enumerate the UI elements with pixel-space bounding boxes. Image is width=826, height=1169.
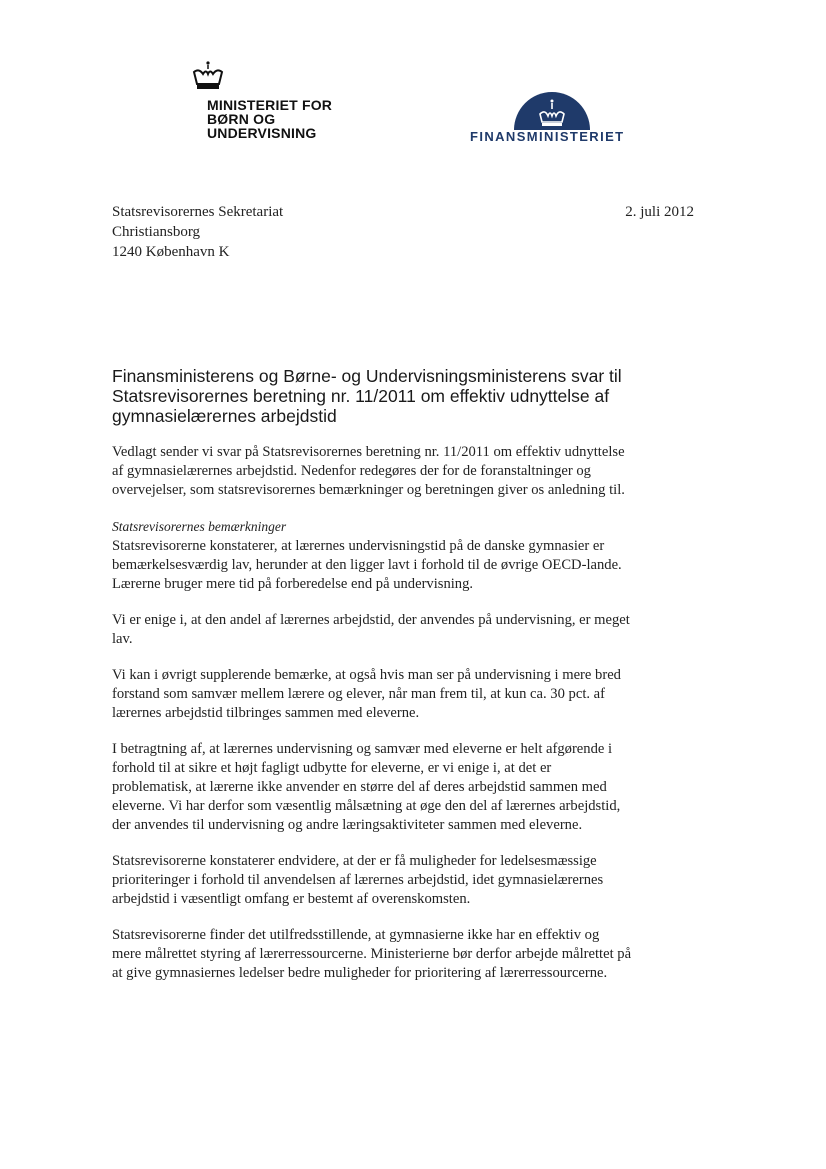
section-first-block	[112, 517, 632, 594]
letter-title: Finansministerens og Børne- og Undervisningsministerens svar til Statsrevisorernes beretning nr. 11/2011 om effektiv udnyttelse af gymnasielærernes arbejdstid	[112, 366, 622, 426]
address-line: Statsrevisorernes Sekretariat	[112, 204, 284, 220]
body-paragraph: Vi kan i øvrigt supplerende bemærke, at også hvis man ser på undervisning i mere bred forstand som samvær mellem lærere og elever, når man frem til, at kun ca. 30 pct. af lærernes arbejdstid tilbringes sammen med eleverne.	[112, 667, 621, 721]
intro-paragraph: Vedlagt sender vi svar på Statsrevisorernes beretning nr. 11/2011 om effektiv udnyttelse af gymnasielærernes arbejdstid. Nedenfor redegøres der for de foranstaltninger og overvejelser, som statsrevisorernes bemærkninger og beretningen giver os anledning til.	[112, 444, 625, 498]
section-first-paragraph: Statsrevisorerne konstaterer, at lærernes undervisningstid på de danske gymnasier er bemærkelsesværdig lav, herunder at den ligger lavt i forhold til de øvrige OECD-lande. Lærerne bruger mere tid på forberedelse end på undervisning.	[112, 538, 622, 592]
crown-dome-icon	[512, 92, 592, 132]
ministry-name-line: UNDERVISNING	[207, 125, 317, 141]
body-paragraph: Statsrevisorerne konstaterer endvidere, at der er få muligheder for ledelsesmæssige prioriteringer i forhold til anvendelsen af lærernes arbejdstid, idet gymnasielærernes arbejdstid i væsentligt omfang er bestemt af overenskomsten.	[112, 853, 604, 907]
ministry-name-line: MINISTERIET FOR	[207, 97, 333, 113]
finance-ministry-logo	[470, 92, 630, 144]
finance-ministry-name: FINANSMINISTERIET	[470, 129, 625, 144]
recipient-address	[112, 202, 283, 262]
body-paragraph: I betragtning af, at lærernes undervisning og samvær med eleverne er helt afgørende i forhold til at sikre et højt fagligt udbytte for eleverne, er vi enige i, at det er problematisk, at lærerne ikke anvender en større del af deres arbejdstid sammen med eleverne. Vi har derfor som væsentlig målsætning at øge den del af lærernes arbejdstid, der anvendes til undervisning og andre læringsaktiviteter sammen med eleverne.	[112, 741, 621, 833]
address-line: 1240 København K	[112, 244, 230, 260]
section-subheading: Statsrevisorernes bemærkninger	[112, 519, 287, 534]
crown-icon	[190, 60, 226, 92]
letter-date: 2. juli 2012	[625, 204, 694, 220]
body-paragraph: Vi er enige i, at den andel af lærernes arbejdstid, der anvendes på undervisning, er meget lav.	[112, 612, 630, 647]
letter-body	[112, 443, 632, 1000]
address-line: Christiansborg	[112, 224, 201, 240]
body-paragraph: Statsrevisorerne finder det utilfredsstillende, at gymnasierne ikke har en effektiv og mere målrettet styring af lærerressourcerne. Ministerierne bør derfor arbejde målrettet på at give gymnasiernes ledelser bedre muligheder for prioritering af lærerressourcerne.	[112, 927, 632, 981]
ministry-name-line: BØRN OG	[207, 111, 276, 127]
